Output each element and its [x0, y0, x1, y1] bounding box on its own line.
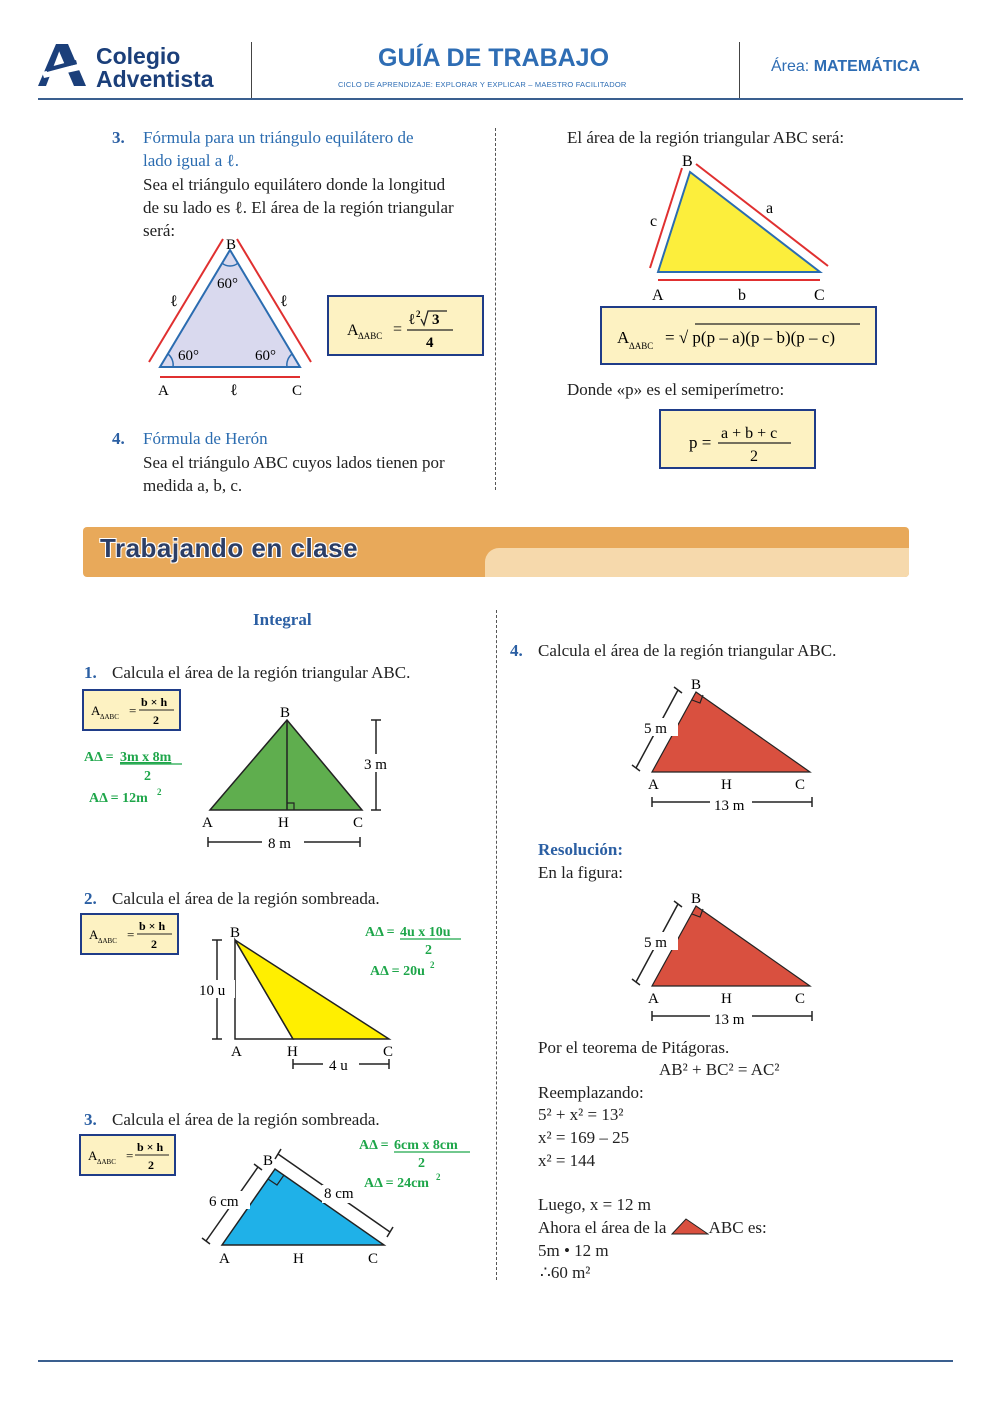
ex4-label-B: B	[691, 677, 702, 693]
ex2-formula-den: 2	[151, 937, 157, 951]
heron-formula-sub: ΔABC	[629, 341, 654, 351]
ex1-formula-num: b × h	[141, 695, 168, 709]
ex4r-label-base: 13 m	[714, 1012, 745, 1028]
ex1-label-base: 8 m	[268, 836, 291, 852]
p-lhs: p =	[689, 433, 712, 452]
ex4-area-text-post: ABC es:	[708, 1218, 767, 1237]
eq-formula-num-l: ℓ	[409, 312, 415, 328]
ex3-formula-lhs: A	[88, 1148, 98, 1163]
ex1-answer	[84, 744, 204, 808]
ex3-answer-lhs: AΔ =	[359, 1138, 389, 1153]
ex3-formula-den: 2	[148, 1158, 154, 1172]
section-banner-title: Trabajando en clase	[100, 533, 359, 563]
ex1-formula-lhs: A	[91, 703, 101, 718]
item4-text-line1: Sea el triángulo ABC cuyos lados tienen por	[143, 453, 445, 472]
heron-label-c: c	[650, 213, 658, 230]
ex1-label-A: A	[202, 815, 213, 831]
item3-title-line1: Fórmula para un triángulo equilátero de	[143, 128, 414, 147]
semiperimeter-formula	[661, 411, 814, 467]
ex1-answer-num: 3m x 8m	[120, 750, 172, 765]
ex4-triangle-figure	[630, 672, 820, 817]
ex2-formula-sub: ΔABC	[98, 937, 117, 945]
eq-formula-sub: ΔABC	[358, 331, 383, 341]
logo-text-line2: Adventista	[96, 66, 214, 92]
fig3-label-C: C	[292, 383, 303, 399]
ex1-label-B: B	[280, 705, 291, 721]
fig3-angle-right: 60°	[255, 348, 276, 364]
header-divider	[739, 42, 740, 98]
ex1-answer-line2-exp: 2	[157, 787, 162, 797]
ex3-label-C: C	[368, 1251, 379, 1267]
logo-icon	[38, 42, 88, 88]
ex4-label-ab: 5 m	[644, 721, 667, 737]
area-formula	[84, 691, 179, 729]
ex2-label-base: 4 u	[329, 1058, 348, 1074]
ex2-number: 2.	[84, 889, 97, 908]
ex3-label-H: H	[293, 1251, 304, 1267]
item3-number: 3.	[112, 128, 125, 147]
heron-label-A: A	[652, 287, 664, 304]
ex2-answer-line2: AΔ = 20u	[370, 964, 425, 979]
ex2-label-A: A	[231, 1044, 242, 1060]
ex4-area-text-pre: Ahora el área de la	[538, 1218, 667, 1237]
ex1-label-H: H	[278, 815, 289, 831]
eq-formula-den: 4	[426, 335, 434, 351]
ex2-formula-eq: =	[127, 927, 135, 942]
ex4-pythagoras: Por el teorema de Pitágoras.	[538, 1038, 730, 1057]
eq-formula-eq: =	[393, 321, 403, 338]
ex1-formula-eq: =	[129, 703, 137, 718]
heron-formula-lhs: A	[617, 328, 630, 347]
item4-number: 4.	[112, 429, 125, 448]
ex3-answer-line2-exp: 2	[436, 1172, 441, 1182]
ex1-number: 1.	[84, 663, 97, 682]
item4-text-line2: medida a, b, c.	[143, 476, 243, 495]
ex3-formula-sub: ΔABC	[97, 1158, 116, 1166]
fig3-side-right: ℓ	[280, 293, 288, 310]
eq-formula-num-exp: 2	[416, 309, 421, 319]
ex4-product: 5m • 12 m	[538, 1241, 609, 1260]
ex3-text: Calcula el área de la región sombreada.	[112, 1110, 380, 1129]
heron-label-B: B	[682, 153, 693, 170]
fig3-side-left: ℓ	[170, 293, 178, 310]
ex1-label-height: 3 m	[364, 757, 387, 773]
ex4r-label-H: H	[721, 991, 732, 1007]
ex4-resolution-triangle-figure	[630, 886, 820, 1031]
column-divider	[496, 610, 497, 1280]
ex4-then: Luego, x = 12 m	[538, 1195, 651, 1214]
ex4-eq-main: AB² + BC² = AC²	[659, 1060, 780, 1079]
page-subtitle: CICLO DE APRENDIZAJE: EXPLORAR Y EXPLICAR – MAESTRO FACILITADOR	[338, 80, 627, 89]
page-title: GUÍA DE TRABAJO	[378, 44, 610, 72]
ex4-text: Calcula el área de la región triangular ABC.	[538, 641, 837, 660]
section-label-integral: Integral	[253, 610, 312, 629]
fig3-label-A: A	[158, 383, 169, 399]
ex1-text: Calcula el área de la región triangular ABC.	[112, 663, 411, 682]
heron-label-b: b	[738, 287, 746, 304]
ex4-step2: x² = 169 – 25	[538, 1128, 630, 1147]
ex3-number: 3.	[84, 1110, 97, 1129]
fig3-label-B: B	[226, 237, 237, 253]
header-divider	[251, 42, 252, 98]
ex2-triangle-figure	[195, 922, 410, 1077]
ex3-answer-den: 2	[418, 1156, 425, 1171]
ex4-label-C: C	[795, 777, 806, 793]
heron-formula-box	[600, 306, 877, 365]
header-rule	[38, 98, 963, 100]
ex2-formula-box	[80, 913, 179, 955]
fig3-angle-left: 60°	[178, 348, 199, 364]
heron-label-a: a	[766, 200, 774, 217]
p-num: a + b + c	[721, 425, 778, 442]
area-label-text: Área:	[771, 58, 810, 75]
ex3-label-bc: 8 cm	[324, 1186, 354, 1202]
ex2-text: Calcula el área de la región sombreada.	[112, 889, 380, 908]
item4-title: Fórmula de Herón	[143, 429, 268, 448]
ex4-step3: x² = 144	[538, 1151, 596, 1170]
ex1-formula-box	[82, 689, 181, 731]
area-value: MATEMÁTICA	[813, 58, 921, 75]
ex4-in-figure: En la figura:	[538, 863, 623, 882]
ex2-label-height: 10 u	[199, 983, 226, 999]
ex3-label-B: B	[263, 1153, 274, 1169]
ex4-result: ∴60 m²	[540, 1263, 591, 1282]
ex3-formula-box	[79, 1134, 176, 1176]
ex2-answer-den: 2	[425, 943, 432, 958]
ex4-replacing: Reemplazando:	[538, 1083, 644, 1102]
ex1-label-C: C	[353, 815, 364, 831]
area-label	[771, 58, 920, 76]
item3-title-line2: lado igual a ℓ.	[143, 151, 239, 170]
ex4r-label-A: A	[648, 991, 659, 1007]
item3-text-line2: de su lado es ℓ. El área de la región triangular	[143, 198, 454, 217]
ex3-triangle-figure	[200, 1145, 400, 1273]
ex4-resolution-title: Resolución:	[538, 840, 623, 859]
item3-text-line3: será:	[143, 221, 176, 240]
area-formula	[81, 1136, 174, 1174]
equilateral-triangle-figure	[140, 232, 320, 400]
ex4-number: 4.	[510, 641, 523, 660]
heron-formula	[602, 308, 875, 363]
ex4r-label-C: C	[795, 991, 806, 1007]
semiperimeter-formula-box	[659, 409, 816, 469]
ex2-answer-num: 4u x 10u	[400, 925, 451, 940]
equilateral-formula	[329, 297, 482, 354]
ex4r-label-B: B	[691, 891, 702, 907]
fig3-angle-top: 60°	[217, 276, 238, 292]
ex2-answer-line2-exp: 2	[430, 960, 435, 970]
ex3-answer-line2: AΔ = 24cm	[364, 1176, 429, 1191]
ex2-answer-lhs: AΔ =	[365, 925, 395, 940]
heron-triangle-figure	[640, 150, 840, 305]
heron-formula-rhs: = √ p(p – a)(p – b)(p – c)	[665, 328, 835, 347]
heron-intro: El área de la región triangular ABC será:	[567, 128, 845, 147]
ex4-area-text	[538, 1216, 767, 1239]
ex4-label-A: A	[648, 777, 659, 793]
ex3-label-ab: 6 cm	[209, 1194, 239, 1210]
ex4-label-base: 13 m	[714, 798, 745, 814]
fig3-side-bottom: ℓ	[230, 382, 238, 399]
ex1-triangle-figure	[200, 700, 410, 860]
equilateral-formula-box	[327, 295, 484, 356]
ex2-formula-num: b × h	[139, 919, 166, 933]
ex2-label-B: B	[230, 925, 241, 941]
p-den: 2	[750, 448, 758, 465]
item3-text-line1: Sea el triángulo equilátero donde la longitud	[143, 175, 446, 194]
ex3-label-A: A	[219, 1251, 230, 1267]
ex2-label-C: C	[383, 1044, 394, 1060]
area-formula	[82, 915, 177, 953]
ex2-formula-lhs: A	[89, 927, 99, 942]
ex1-answer-den: 2	[144, 769, 151, 784]
ex3-formula-eq: =	[126, 1148, 134, 1163]
semiperimeter-text: Donde «p» es el semiperímetro:	[567, 380, 785, 399]
ex2-label-H: H	[287, 1044, 298, 1060]
ex3-formula-num: b × h	[137, 1140, 164, 1154]
ex1-answer-line2: AΔ = 12m	[89, 791, 148, 806]
ex4r-label-ab: 5 m	[644, 935, 667, 951]
section-banner-accent	[485, 548, 909, 577]
logo-text-line1: Colegio	[96, 43, 181, 69]
footer-rule	[38, 1360, 953, 1362]
column-divider	[495, 128, 496, 490]
ex1-answer-lhs: AΔ =	[84, 750, 114, 765]
ex1-formula-den: 2	[153, 713, 159, 727]
ex1-formula-sub: ΔABC	[100, 713, 119, 721]
eq-formula-num-root: 3	[432, 312, 440, 328]
heron-label-C: C	[814, 287, 825, 304]
eq-formula-lhs: A	[347, 322, 359, 339]
triangle-icon	[671, 1217, 709, 1235]
ex3-answer-num: 6cm x 8cm	[394, 1138, 458, 1153]
ex4-step1: 5² + x² = 13²	[538, 1105, 624, 1124]
ex4-label-H: H	[721, 777, 732, 793]
